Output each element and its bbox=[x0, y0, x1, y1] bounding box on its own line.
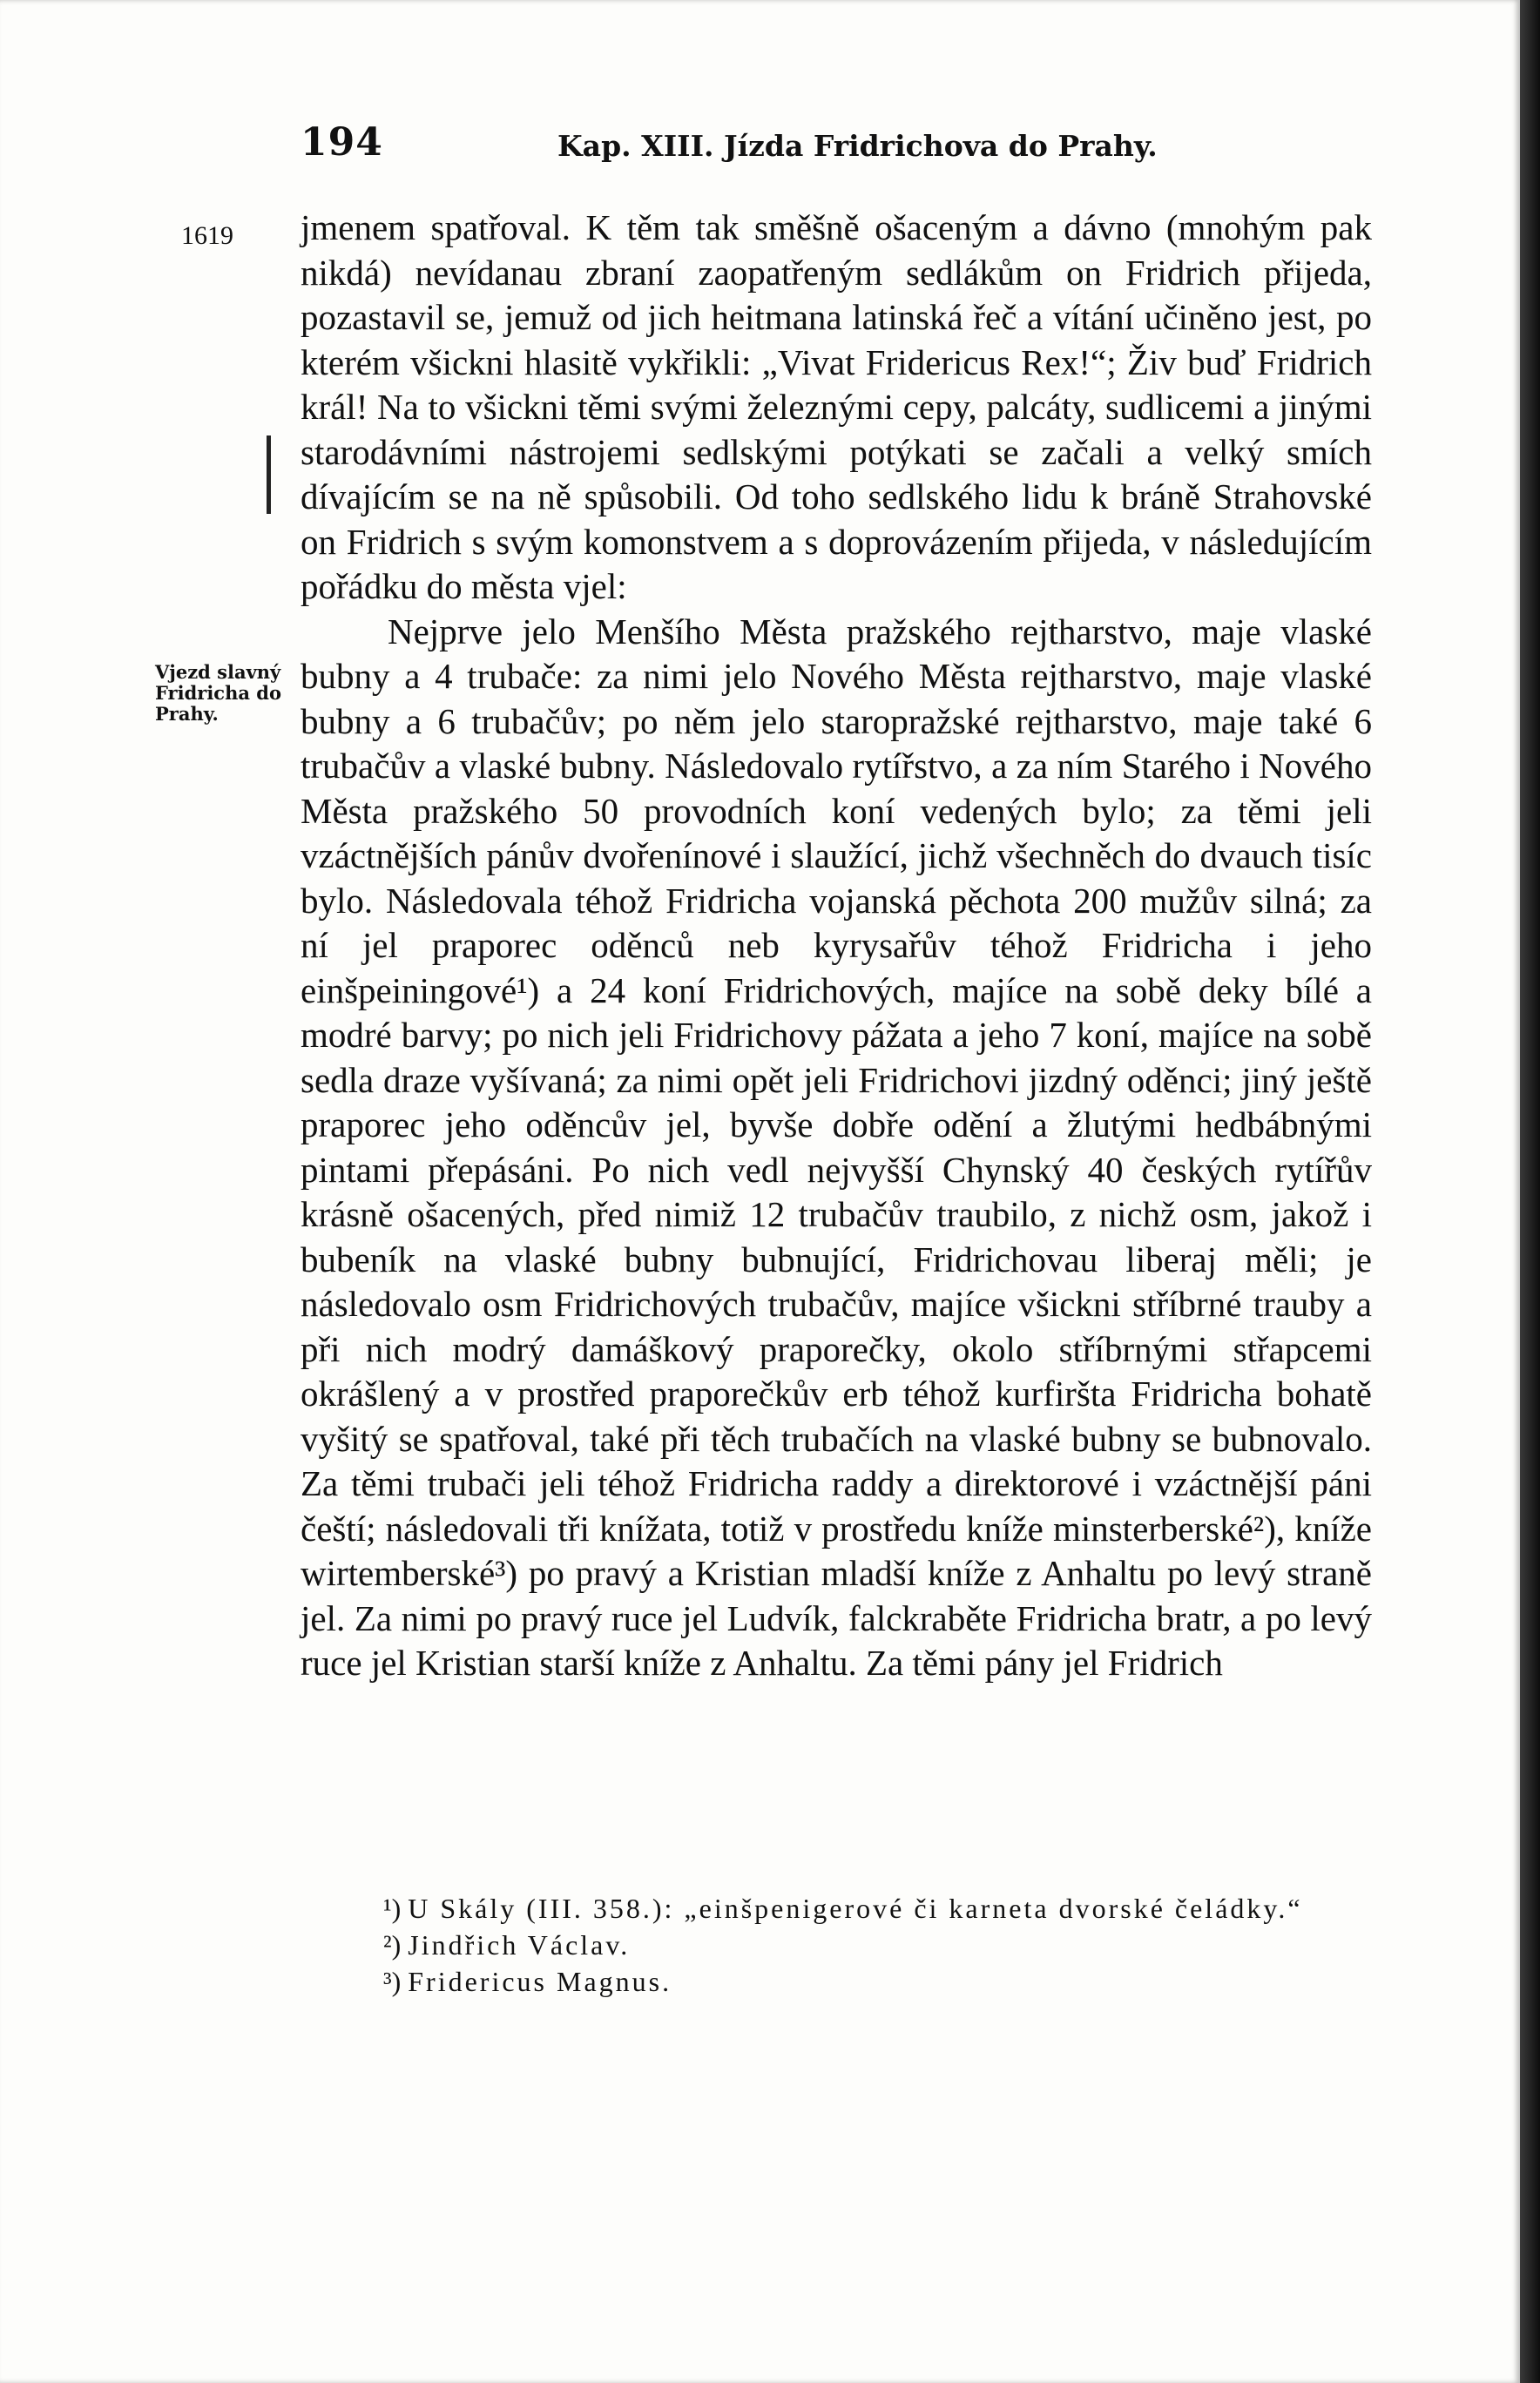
footnote-mark: ²) bbox=[383, 1929, 402, 1961]
footnote-mark: ¹) bbox=[383, 1893, 402, 1924]
footnote-1 bbox=[383, 1890, 1385, 1927]
footnotes bbox=[383, 1890, 1385, 2000]
scan-edge bbox=[1520, 0, 1540, 2383]
paragraph: jmenem spatřoval. K těm tak směšně ošaceným a dávno (mnohým pak nikdá) nevídanau zbraní zaopatřeným sedlákům on Fridrich přijeda, pozastavil se, jemuž od jich heitmana latinská řeč a vítání učiněno jest, po kterém všickni hlasitě vykřikli: „Vivat Fridericus Rex!“; Živ buď Fridrich král! Na to všickni těmi svými železnými cepy, palcáty, sudlicemi a jinými starodávními nástrojemi sedlskými potýkati se začali a velký smích dívajícím se na ně spůsobili. Od toho sedlského lidu k bráně Strahovské on Fridrich s svým komonstvem a s doprovázením přijeda, v následujícím pořádku do města vjel: bbox=[301, 207, 1372, 606]
footnote-text: Fridericus Magnus. bbox=[408, 1966, 672, 1997]
marginal-note-line: Fridricha do bbox=[155, 682, 281, 704]
footnote-text: U Skály (III. 358.): „einšpenigerové či karneta dvorské čeládky.“ bbox=[408, 1893, 1303, 1924]
footnote-text: Jindřich Václav. bbox=[408, 1929, 631, 1961]
footnote-mark: ³) bbox=[383, 1966, 402, 1997]
running-head: Kap. XIII. Jízda Fridrichova do Prahy. bbox=[557, 129, 1158, 163]
marginal-note-line: Vjezd slavný bbox=[155, 661, 281, 683]
margin-year: 1619 bbox=[181, 221, 233, 250]
marginal-note-line: Prahy. bbox=[155, 703, 219, 725]
margin-pencil-mark bbox=[267, 435, 271, 514]
page-header bbox=[301, 120, 1254, 172]
paragraph: Nejprve jelo Menšího Města pražského rejtharstvo, maje vlaské bubny a 4 trubače: za nimi jelo Nového Města rejtharstvo, maje vlaské bubny a 6 trubačův; po něm jelo staropražské rejtharstvo, maje také 6 trubačův a vlaské bubny. Následovalo rytířstvo, a za ním Starého i Nového Města pražského 50 provodních koní vedených bylo; za těmi jeli vzáctnějších pánův dvořenínové i slaužící, jichž všechněch do dvauch tisíc bylo. Následovala téhož Fridricha vojanská pěchota 200 mužův silná; za ní jel praporec oděnců neb kyrysařův téhož Fridricha i jeho einšpeiningové¹) a 24 koní Fridrichových, majíce na sobě deky bílé a modré barvy; po nich jeli Fridrichovy pážata a jeho 7 koní, majíce na sobě sedla draze vyšívaná; za nimi opět jeli Fridrichovi jizdný oděnci; jiný ještě praporec jeho oděncův jel, byvše dobře odění a žlutými hedbábnými pintami přepásáni. Po nich vedl nejvyšší Chynský 40 českých rytířův krásně ošacených, před nimiž 12 trubačův traubilo, z nichž osm, jakož i bubeník na vlaské bubny bubnující, Fridrichovau liberaj měli; je následovalo osm Fridrichových trubačův, majíce všickni stříbrné trauby a při nich modrý damáškový praporečky, okolo stříbrnými střapcemi okrášlený a v prostřed praporečkův erb téhož kurfiršta Fridricha bohatě vyšitý se spatřoval, také při těch trubačích na vlaské bubny se bubnovalo. Za těmi trubači jeli téhož Fridricha raddy a direktorové i vzáctnější páni čeští; následovali tři knížata, totiž v prostředu kníže minsterberské²), kníže wirtemberské³) po pravý a Kristian mladší kníže z Anhaltu po levý straně jel. Za nimi po pravý ruce jel Ludvík, falckraběte Fridricha bratr, a po levý ruce jel Kristian starší kníže z Anhaltu. Za těmi pány jel Fridrich bbox=[301, 611, 1372, 1683]
footnote-3 bbox=[383, 1963, 1385, 2000]
marginal-note bbox=[155, 662, 294, 725]
body-text bbox=[301, 206, 1372, 1686]
footnote-2 bbox=[383, 1927, 1385, 1963]
page-number: 194 bbox=[301, 120, 383, 165]
